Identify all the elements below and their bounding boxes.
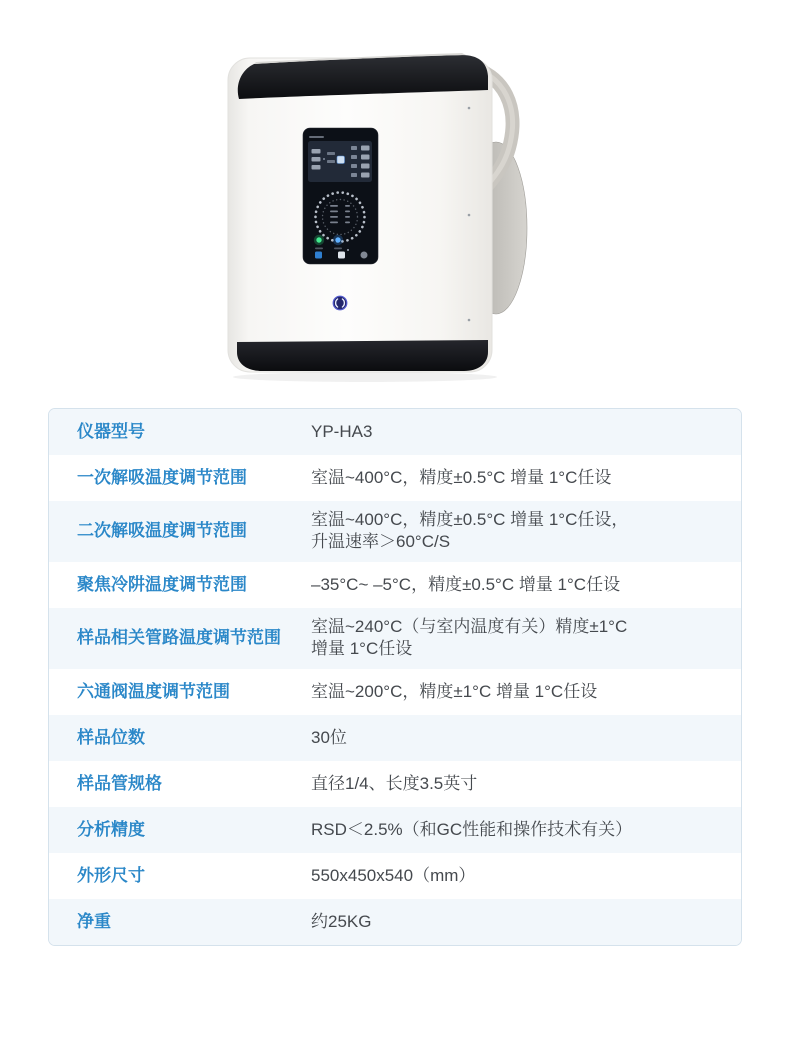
spec-value: 直径1/4、长度3.5英寸 [311,773,478,793]
spec-row-sample-lines [49,608,741,669]
panel-screen [308,141,372,182]
spec-row-sample-positions [49,715,741,761]
screw [468,214,471,217]
spec-row-analysis-precision [49,807,741,853]
spec-row-six-port-valve [49,669,741,715]
blue-square-icon [315,252,322,259]
spec-row-secondary-desorption [49,501,741,562]
spec-value: 550x450x540（mm） [311,865,476,885]
spec-table [48,408,742,946]
spec-value: RSD＜2.5%（和GC性能和操作技术有关） [311,819,633,839]
spec-value: YP-HA3 [311,421,373,441]
spec-value: 约25KG [311,911,372,931]
superscript-dot [347,249,349,251]
spec-label: 聚焦冷阱温度调节范围 [77,574,247,594]
control-panel [303,128,378,264]
screw [468,319,471,322]
spec-label: 二次解吸温度调节范围 [77,521,247,541]
spec-value: –35°C~ –5°C，精度±0.5°C 增量 1°C任设 [311,574,621,594]
spec-label: 外形尺寸 [77,865,145,885]
spec-label: 样品管规格 [77,773,162,793]
floor-shadow [233,372,497,382]
spec-label: 净重 [77,911,111,931]
spec-row-cold-trap [49,562,741,608]
white-square-icon [338,252,345,259]
screw [468,107,471,110]
spec-value: 30位 [311,727,347,747]
spec-value: 室温~200°C，精度±1°C 增量 1°C任设 [311,681,598,701]
base-band [237,340,488,371]
gray-round-icon [361,252,368,259]
spec-label: 一次解吸温度调节范围 [77,467,247,487]
spec-value: 室温~240°C（与室内温度有关）精度±1°C 增量 1°C任设 [311,616,628,659]
spec-value: 室温~400°C，精度±0.5°C 增量 1°C任设， 升温速率＞60°C/S [311,510,629,552]
highlighted-key [337,156,345,164]
spec-value: 室温~400°C，精度±0.5°C 增量 1°C任设 [311,467,612,487]
spec-label: 分析精度 [77,819,145,839]
brand-logo-badge [333,296,347,310]
spec-row-tube-spec [49,761,741,807]
panel-brand-mark [309,136,324,138]
spec-row-dimensions [49,853,741,899]
spec-label: 六通阀温度调节范围 [77,681,230,701]
spec-row-net-weight [49,899,741,945]
spec-label: 样品相关管路温度调节范围 [77,628,281,648]
spec-row-primary-desorption [49,455,741,501]
spec-label: 样品位数 [77,727,145,747]
spec-row-model [49,409,741,455]
product-photo [0,0,790,395]
spec-label: 仪器型号 [77,421,145,441]
instrument-illustration [0,0,790,395]
